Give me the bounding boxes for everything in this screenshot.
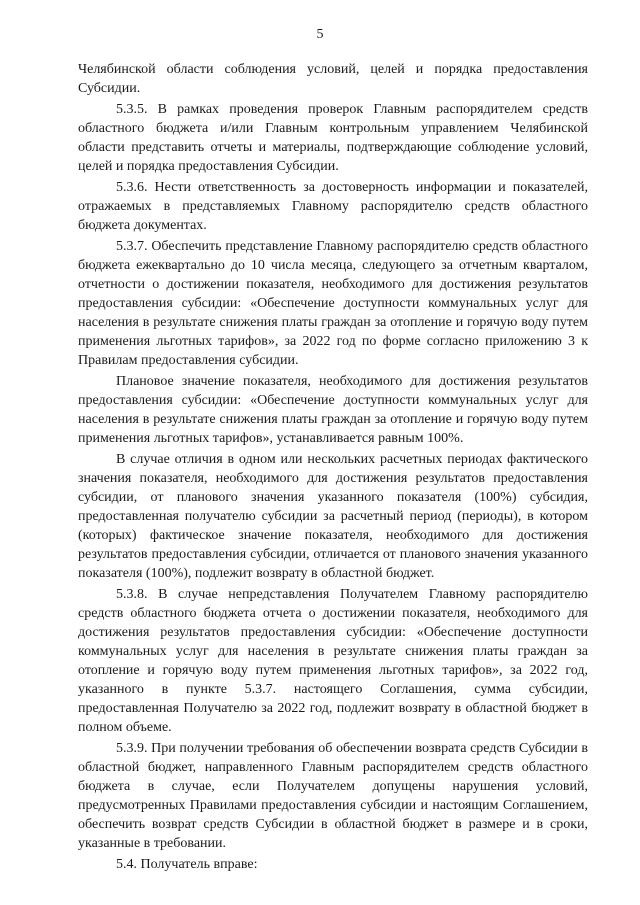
paragraph-continuation: Челябинской области соблюдения условий, целей и порядка предоставления Субсидии. xyxy=(78,62,588,96)
paragraph-5-4: 5.4. Получатель вправе: xyxy=(116,857,258,872)
paragraph-5-3-8: 5.3.8. В случае непредставления Получателем Главному распорядителю средств областного бюджета отчета о достижении показателя, необходимого для достижения результатов предоставления субсидии: «Обеспечение доступности коммунальных услуг для населения в результате снижения платы граждан за отопление и горячую воду путем применения льготных тарифов», за 2022 год, указанного в пункте 5.3.7. настоящего Соглашения, сумма субсидии, предоставленная Получателю за 2022 год, подлежит возврату в областной бюджет в полном объеме. xyxy=(78,587,588,735)
paragraph-deviation-case: В случае отличия в одном или нескольких расчетных периодах фактического значения показателя, необходимого для достижения результатов предоставления субсидии, от планового значения указанного показателя (100%) субсидия, предоставленная получателю субсидии за расчетный период (периоды), в котором (которых) фактическое значение показателя, необходимого для достижения результатов предоставления субсидии, отличается от планового значения указанного показателя (100%), подлежит возврату в областной бюджет. xyxy=(78,452,588,581)
page-number: 5 xyxy=(316,27,324,42)
paragraph-5-3-5: 5.3.5. В рамках проведения проверок Главным распорядителем средств областного бюджета и/или Главным контрольным управлением Челябинской области представить отчеты и материалы, подтверждающие соблюдение условий, целей и порядка предоставления Субсидии. xyxy=(78,102,588,174)
paragraph-planned-value: Плановое значение показателя, необходимого для достижения результатов предоставления субсидии: «Обеспечение доступности коммунальных услуг для населения в результате снижения платы граждан за отопление и горячую воду путем применения льготных тарифов», устанавливается равным 100%. xyxy=(78,374,588,446)
paragraph-5-3-6: 5.3.6. Нести ответственность за достоверность информации и показателей, отражаемых в представляемых Главному распорядителю средств областного бюджета документах. xyxy=(78,180,588,233)
paragraph-5-3-9: 5.3.9. При получении требования об обеспечении возврата средств Субсидии в областной бюджет, направленного Главным распорядителем средств областного бюджета в случае, если Получателем допущены нарушения условий, предусмотренных Правилами предоставления субсидии и настоящим Соглашением, обеспечить возврат средств Субсидии в областной бюджет в размере и в сроки, указанные в требовании. xyxy=(78,741,588,851)
document-body xyxy=(78,60,588,876)
paragraph-5-3-7: 5.3.7. Обеспечить представление Главному распорядителю средств областного бюджета ежеквартально до 10 числа месяца, следующего за отчетным кварталом, отчетности о достижении показателя, необходимого для достижения результатов предоставления субсидии: «Обеспечение доступности коммунальных услуг для населения в результате снижения платы граждан за отопление и горячую воду путем применения льготных тарифов», за 2022 год по форме согласно приложению 3 к Правилам предоставления субсидии. xyxy=(78,239,588,368)
